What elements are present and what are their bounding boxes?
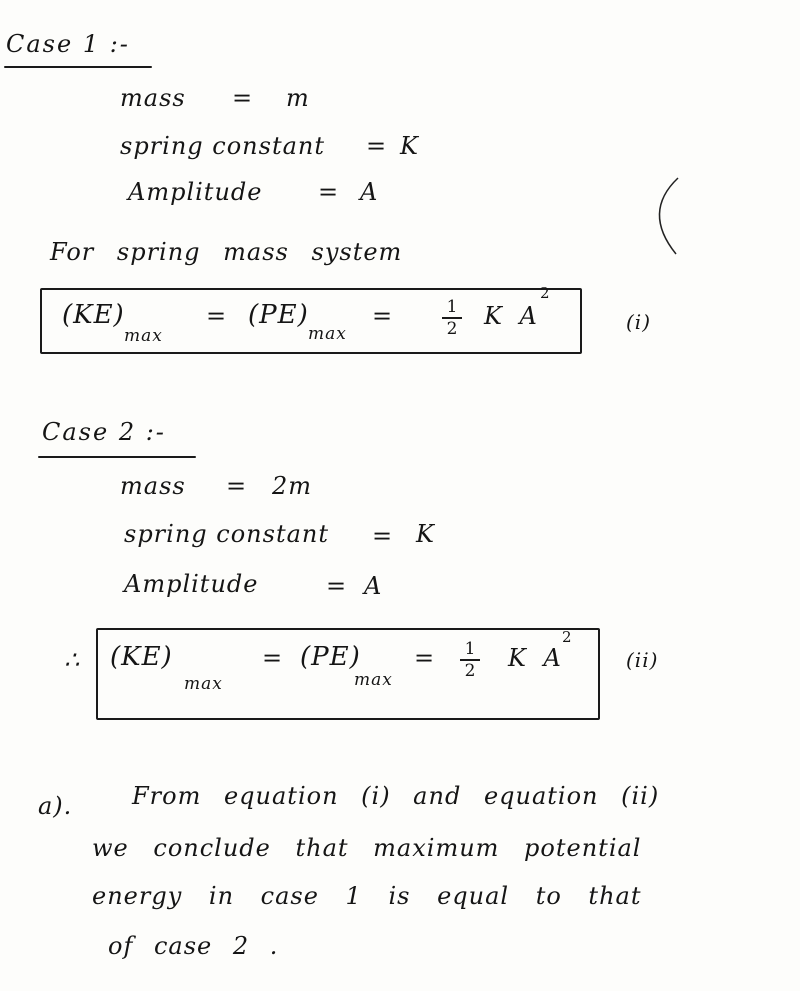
case1-mass-value: m bbox=[286, 84, 310, 112]
answer-label: a). bbox=[38, 792, 73, 820]
case2-pe: (PE) bbox=[300, 642, 361, 672]
case1-amp-label: Amplitude bbox=[128, 178, 263, 206]
case1-pe: (PE) bbox=[248, 300, 309, 330]
answer-line-4: of case 2 . bbox=[108, 932, 279, 960]
case1-ka: K A bbox=[484, 302, 538, 330]
case1-fraction-numerator: 1 bbox=[446, 297, 458, 317]
case1-eq-sign-2: = bbox=[372, 302, 394, 330]
case1-system-note: For spring mass system bbox=[50, 238, 403, 266]
case2-half-fraction bbox=[460, 640, 480, 680]
case1-exponent: 2 bbox=[540, 284, 550, 302]
case1-spring-value: K bbox=[400, 132, 419, 160]
case2-fraction-numerator: 1 bbox=[464, 639, 476, 659]
case2-heading-underline bbox=[38, 456, 196, 458]
answer-line-3: energy in case 1 is equal to that bbox=[92, 882, 642, 910]
case2-exponent: 2 bbox=[562, 628, 572, 646]
case1-heading: Case 1 :- bbox=[6, 30, 130, 58]
case2-eq-sign-1: = bbox=[262, 644, 284, 672]
case2-amp-eq: = bbox=[326, 572, 348, 600]
case1-ke: (KE) bbox=[62, 300, 125, 330]
case2-mass-label: mass bbox=[120, 472, 186, 500]
case2-fraction-denominator: 2 bbox=[464, 661, 476, 681]
answer-line-1: From equation (i) and equation (ii) bbox=[132, 782, 660, 810]
stray-pen-arc bbox=[636, 172, 686, 262]
case1-mass-label: mass bbox=[120, 84, 186, 112]
case2-pe-subscript: max bbox=[354, 670, 393, 690]
case2-equation-tag: (ii) bbox=[626, 648, 659, 672]
case1-mass-eq: = bbox=[232, 84, 254, 112]
case2-eq-sign-2: = bbox=[414, 644, 436, 672]
case2-spring-eq: = bbox=[372, 522, 394, 550]
case1-half-fraction bbox=[442, 298, 462, 338]
case1-ke-subscript: max bbox=[124, 326, 163, 346]
case2-heading: Case 2 :- bbox=[42, 418, 166, 446]
case2-spring-label: spring constant bbox=[124, 520, 329, 548]
case1-amp-eq: = bbox=[318, 178, 340, 206]
therefore-symbol: ∴ bbox=[64, 646, 81, 674]
case2-spring-value: K bbox=[416, 520, 435, 548]
case1-amp-value: A bbox=[360, 178, 379, 206]
case2-mass-value: 2m bbox=[272, 472, 313, 500]
answer-line-2: we conclude that maximum potential bbox=[92, 834, 642, 862]
case1-heading-underline bbox=[4, 66, 152, 68]
case2-ka: K A bbox=[508, 644, 562, 672]
case1-eq-sign-1: = bbox=[206, 302, 228, 330]
case1-fraction-denominator: 2 bbox=[446, 319, 458, 339]
case2-mass-eq: = bbox=[226, 472, 248, 500]
case1-pe-subscript: max bbox=[308, 324, 347, 344]
case2-amp-value: A bbox=[364, 572, 383, 600]
case2-ke-subscript: max bbox=[184, 674, 223, 694]
case1-spring-eq: = bbox=[366, 132, 388, 160]
case2-ke: (KE) bbox=[110, 642, 173, 672]
case2-amp-label: Amplitude bbox=[124, 570, 259, 598]
case1-equation-tag: (i) bbox=[626, 310, 652, 334]
case1-spring-label: spring constant bbox=[120, 132, 325, 160]
